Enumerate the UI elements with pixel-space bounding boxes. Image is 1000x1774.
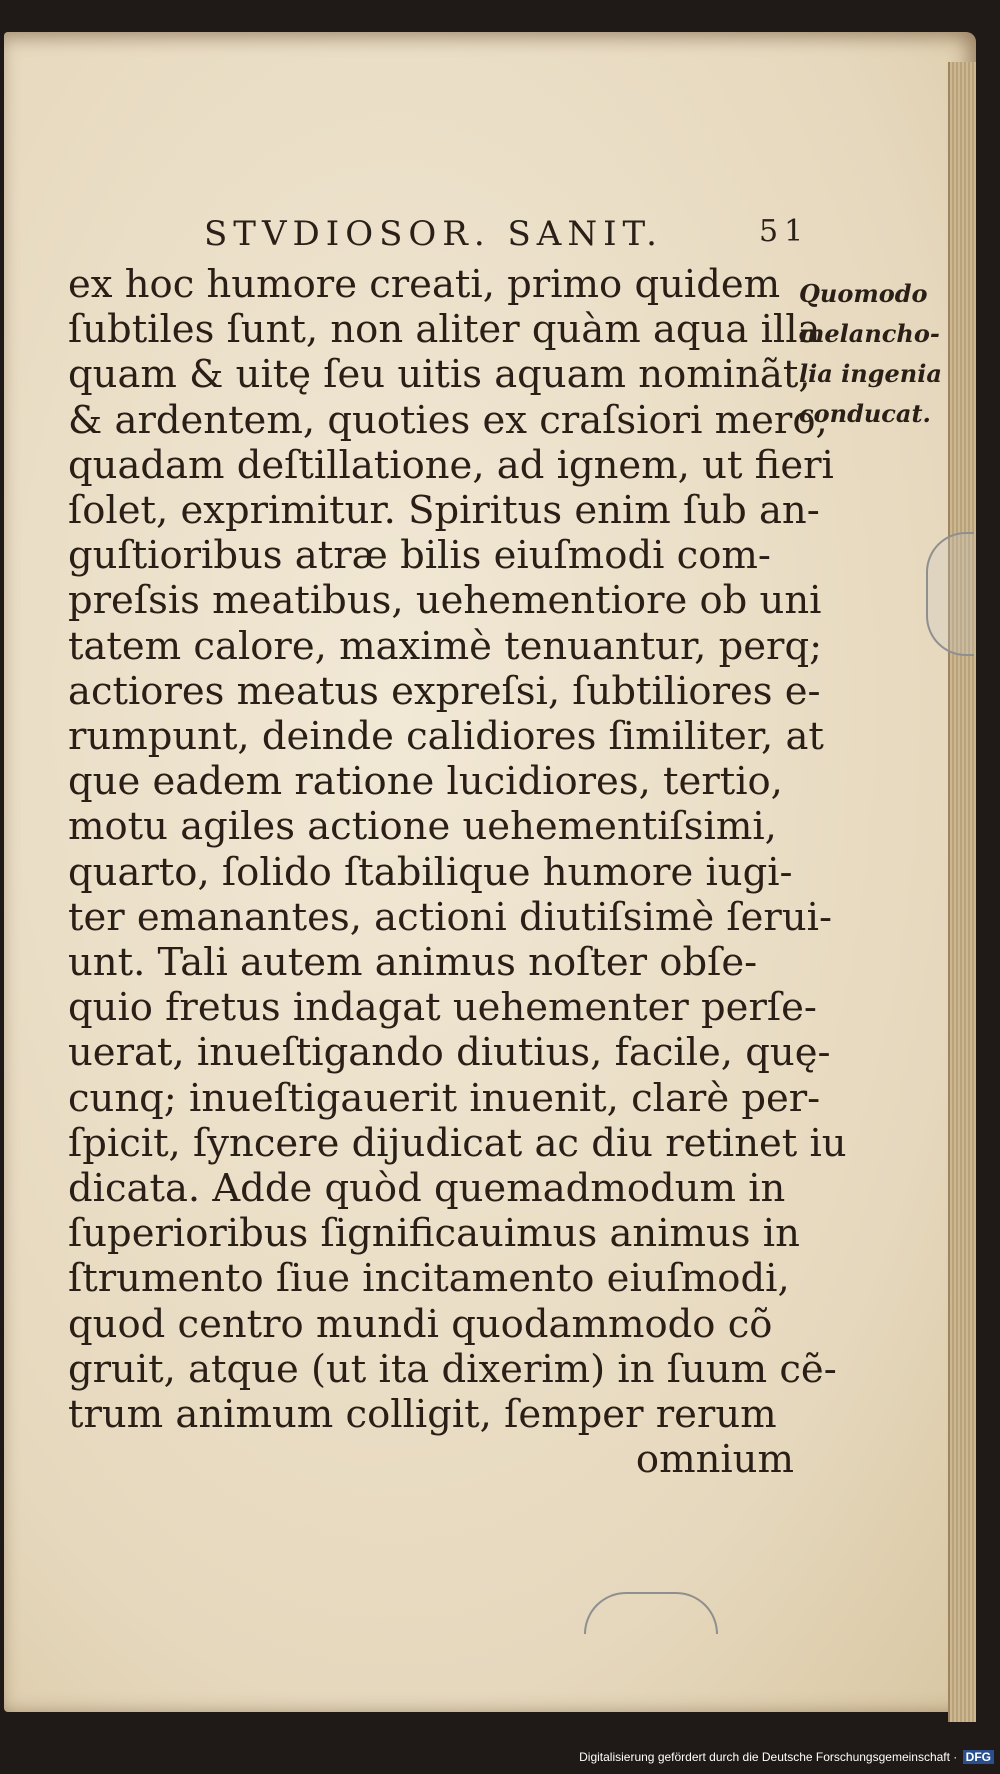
text-line: preſsis meatibus, uehementiore ob uni [68,578,822,624]
text-line: quadam deſtillatione, ad ignem, ut fieri [68,442,834,488]
catchword: omnium [635,1437,794,1483]
text-line: ex hoc humore creati, primo quidem [68,262,781,307]
folio-number: 51 [759,214,810,249]
text-line: rumpunt, deinde calidiores ſimiliter, at [68,714,824,760]
text-line: ſolet, exprimitur. Spiritus enim ſub an- [68,488,820,534]
text-line: guſtioribus atræ bilis eiuſmodi com- [68,533,771,579]
margin-note-line: lia ingenia [799,359,942,388]
margin-note-line: melancho- [799,319,940,348]
text-line: dicata. Adde quòd quemadmodum in [68,1166,786,1212]
text-line: quam & uitę ſeu uitis aquam nominãt, [68,352,811,398]
text-line: quio fretus indagat uehementer perſe- [68,985,817,1031]
text-line: ſubtiles ſunt, non aliter quàm aqua illa [68,307,821,353]
text-line: unt. Tali autem animus noſter obſe- [68,940,758,986]
text-line: & ardentem, quoties ex craſsiori mero, [68,397,828,443]
book-page [4,32,976,1712]
text-line: trum animum colligit, ſemper rerum [68,1392,777,1438]
page-clip [926,532,974,656]
margin-note-line: conducat. [799,399,931,428]
text-line: ſtrumento ſiue incitamento eiuſmodi, [68,1256,790,1302]
credit-text: Digitalisierung gefördert durch die Deutsche Forschungsgemeinschaft · [579,1750,958,1764]
text-line: actiores meatus expreſsi, ſubtiliores e- [68,668,821,714]
text-line: gruit, atque (ut ita dixerim) in ſuum cẽ- [68,1346,837,1392]
digitization-credit [579,1750,994,1764]
text-line: quod centro mundi quodammodo cõ [68,1301,773,1347]
margin-note [799,274,959,434]
text-line: tatem calore, maximè tenuantur, perq; [68,623,823,669]
text-line: ſuperioribus ſignificauimus animus in [68,1211,800,1257]
text-line: que eadem ratione lucidiores, tertio, [68,759,783,805]
margin-note-line: Quomodo [799,279,928,308]
text-line: cunq; inueſtigauerit inuenit, clarè per- [68,1075,821,1121]
page-clip-bottom [584,1592,718,1634]
text-line: ſpicit, ſyncere dijudicat ac diu retinet iu [68,1120,847,1166]
body-text [68,262,847,1483]
running-head [204,214,810,254]
dfg-logo: DFG [963,1750,994,1764]
text-line: uerat, inueſtigando diutius, facile, quę- [68,1030,831,1076]
text-line: ter emanantes, actioni diutiſsimè ſerui- [68,894,832,940]
running-title: STVDIOSOR. SANIT. [204,214,663,254]
text-line: motu agiles actione uehementiſsimi, [68,804,777,850]
text-line: quarto, ſolido ſtabilique humore iugi- [68,849,793,895]
